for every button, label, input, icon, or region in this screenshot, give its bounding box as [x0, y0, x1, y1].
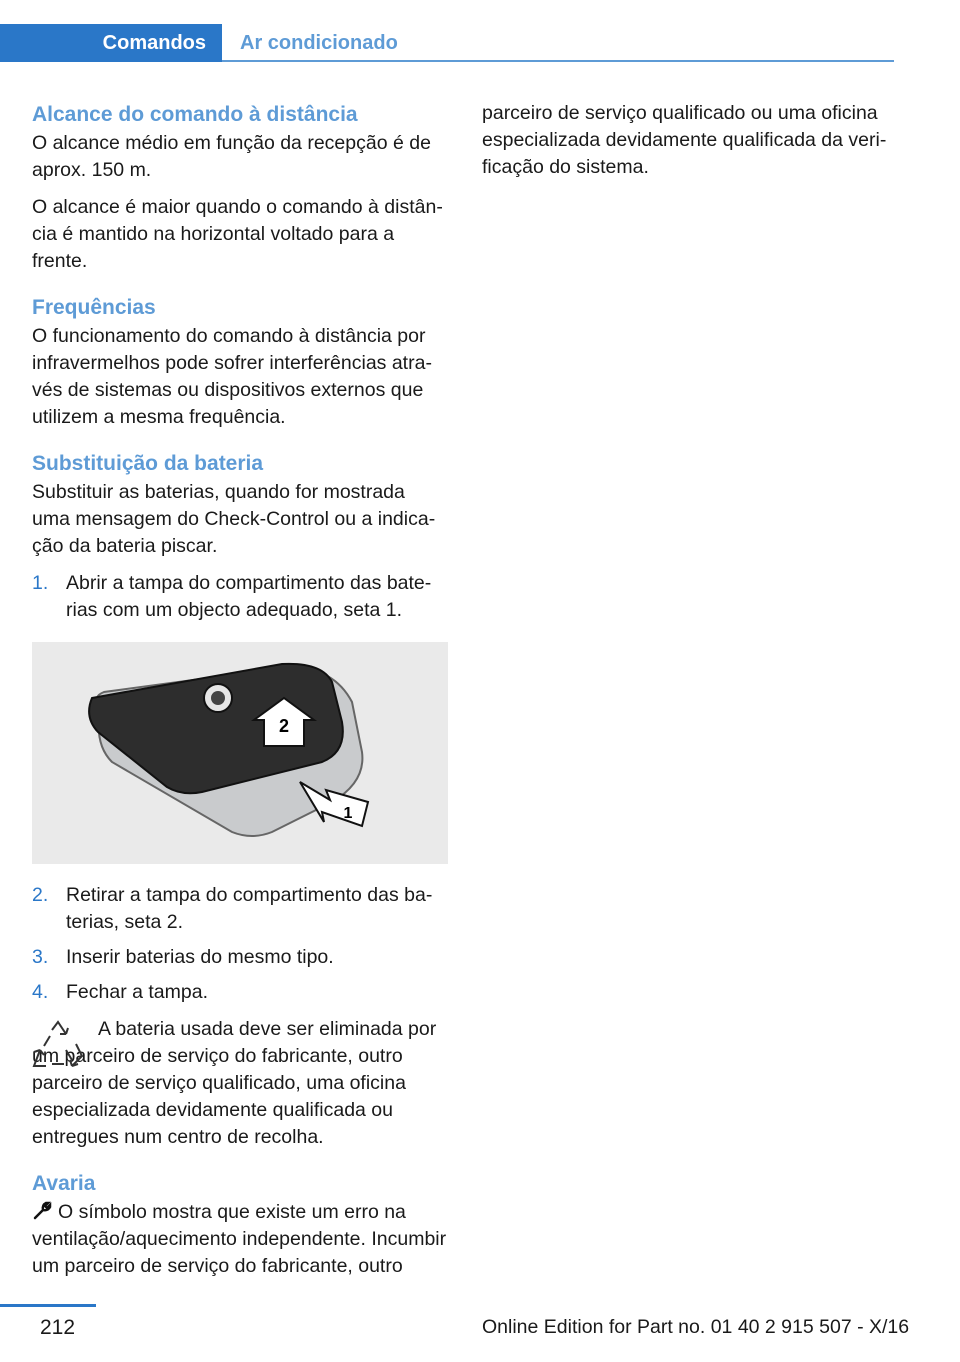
- footer-divider: [0, 1304, 96, 1307]
- recycle-text: A bateria usada deve ser eliminada por um parceiro de serviço do fabricante, outro parceiro de serviço qualificado, uma oficina especializada devidamente qualificada ou entregues num centro de recolha.: [32, 1018, 437, 1148]
- step-text: Fechar a tampa.: [66, 981, 208, 1003]
- edition-note: Online Edition for Part no. 01 40 2 915 507 - X/16: [482, 1316, 910, 1338]
- step-number: 1.: [32, 572, 49, 594]
- section-range: [32, 100, 448, 275]
- arrow-1-label: 1: [343, 805, 353, 822]
- section-title: Frequências: [32, 296, 156, 319]
- recycle-icon: [32, 1020, 84, 1072]
- left-column: [32, 100, 448, 1298]
- list-item: [32, 944, 448, 971]
- wrench-icon: [32, 1201, 52, 1221]
- paragraph: [32, 1199, 448, 1280]
- section-title: Substituição da bateria: [32, 452, 264, 475]
- right-column: [482, 100, 898, 191]
- list-item: [32, 570, 448, 624]
- header-divider: [222, 60, 894, 62]
- fault-text: O símbolo mostra que existe um erro na ventilação/aquecimento independente. Incumbir um parceiro de serviço do fabricante, outro: [32, 1201, 447, 1277]
- paragraph: Substituir as baterias, quando for mostrada uma mensagem do Check-Control ou a indicação da bateria piscar.: [32, 481, 436, 557]
- list-item: [32, 882, 448, 936]
- section-frequencies: [32, 293, 448, 431]
- recycle-note: [32, 1014, 448, 1151]
- step-number: 2.: [32, 884, 49, 906]
- list-item: [32, 979, 448, 1006]
- section-fault: [32, 1169, 448, 1280]
- tab-comandos[interactable]: Comandos: [0, 24, 222, 62]
- paragraph: parceiro de serviço qualificado ou uma oficina especializada devidamente qualificada da verificação do sistema.: [482, 102, 887, 178]
- recycle-paragraph: [32, 1014, 448, 1151]
- arrow-2-label: 2: [278, 716, 290, 736]
- step-number: 3.: [32, 946, 49, 968]
- paragraph: O alcance é maior quando o comando à distância é mantido na horizontal voltado para a frente.: [32, 196, 443, 272]
- paragraph: O alcance médio em função da recepção é de aprox. 150 m.: [32, 132, 431, 181]
- tab-ar-condicionado[interactable]: Ar condicionado: [240, 31, 398, 54]
- step-number: 4.: [32, 981, 49, 1003]
- key-battery-figure: [32, 642, 448, 864]
- paragraph: O funcionamento do comando à distância por infravermelhos pode sofrer interferências através de sistemas ou dispositivos externos que utilizem a mesma frequência.: [32, 325, 432, 428]
- section-title: Alcance do comando à distância: [32, 103, 358, 126]
- step-text: Retirar a tampa do compartimento das baterias, seta 2.: [66, 884, 433, 933]
- remote-key-illustration: [32, 642, 448, 864]
- section-battery: [32, 449, 448, 1151]
- section-title: Avaria: [32, 1172, 96, 1195]
- step-text: Abrir a tampa do compartimento das baterias com um objecto adequado, seta 1.: [66, 572, 432, 621]
- step-text: Inserir baterias do mesmo tipo.: [66, 946, 334, 968]
- page-number: 212: [40, 1316, 76, 1339]
- header-bar: [0, 0, 960, 62]
